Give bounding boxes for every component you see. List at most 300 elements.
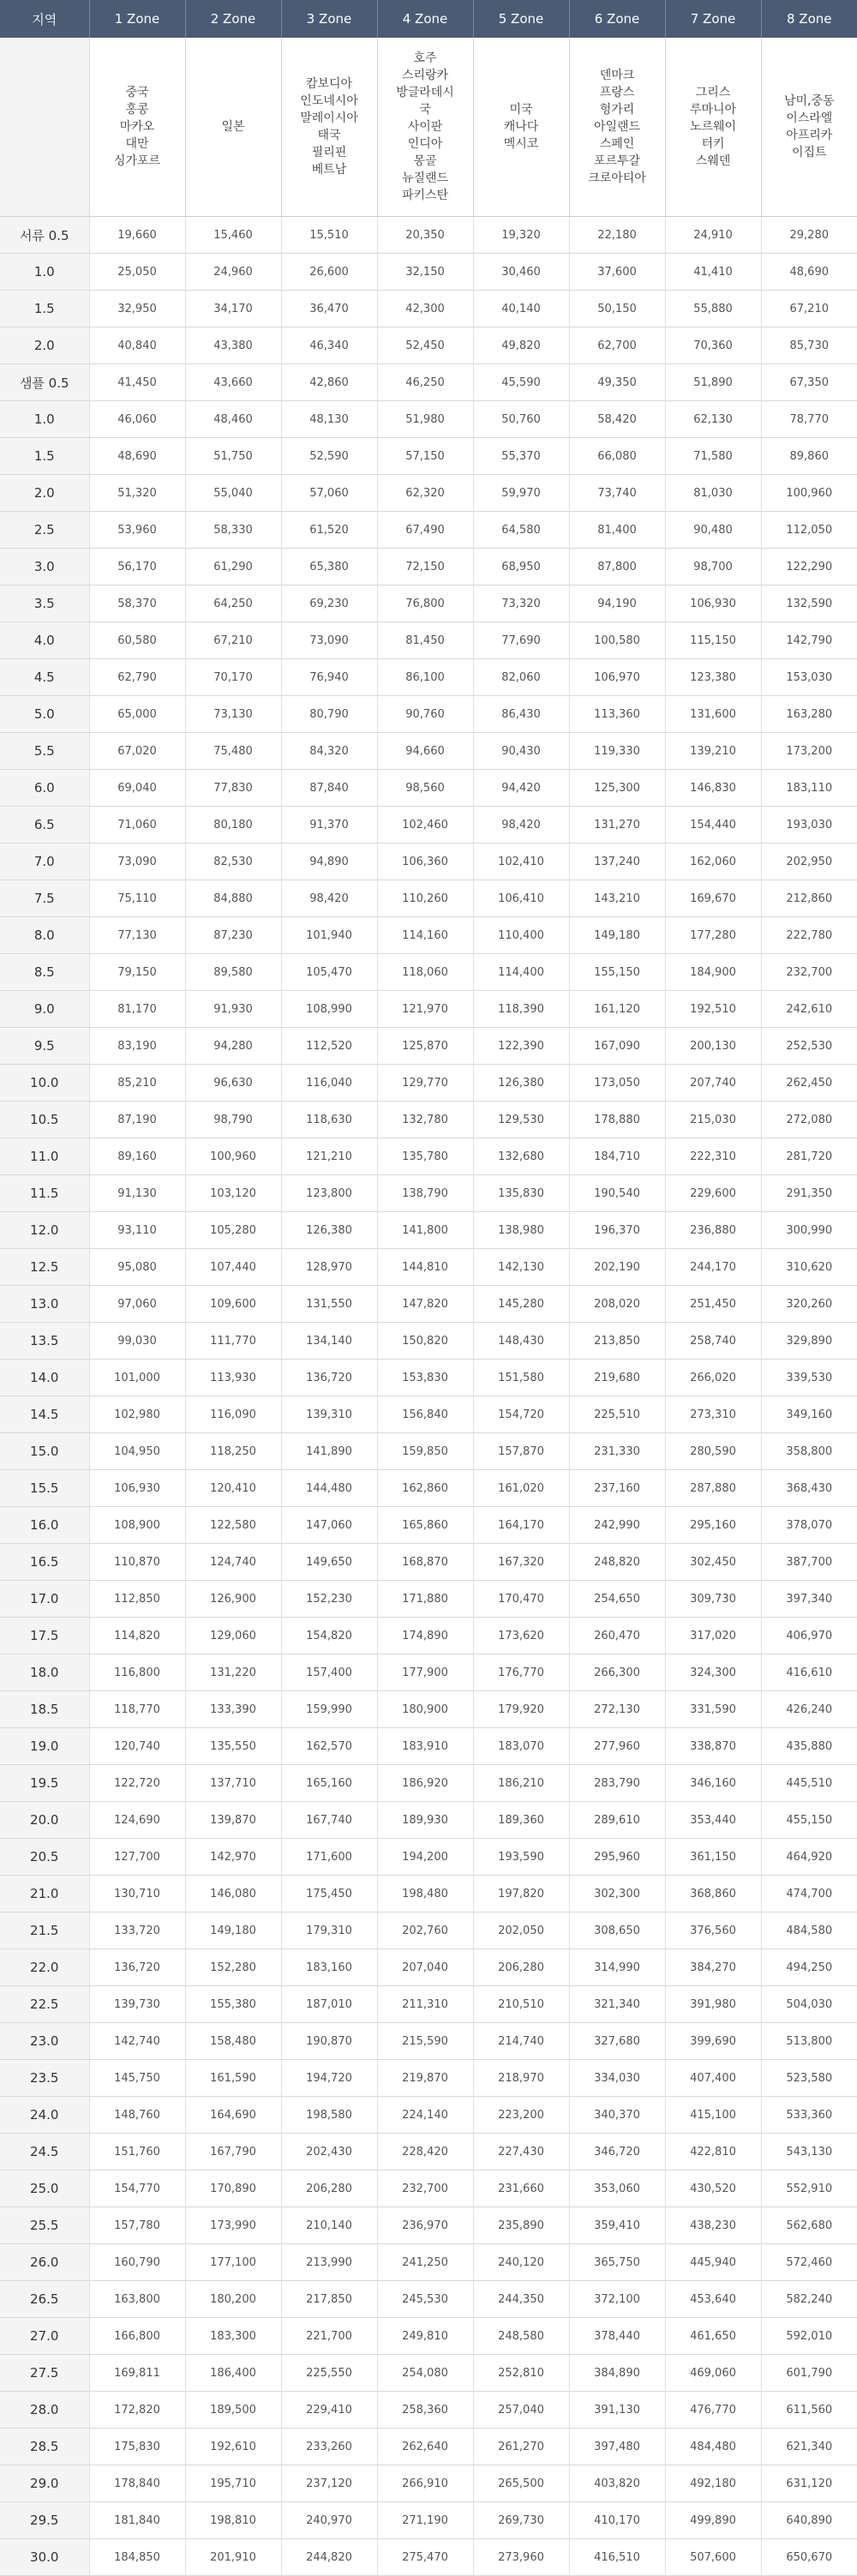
rate-cell: 64,250 bbox=[185, 585, 281, 622]
rate-cell: 146,830 bbox=[665, 770, 761, 807]
rate-cell: 309,730 bbox=[665, 1581, 761, 1618]
rate-cell: 126,380 bbox=[473, 1065, 569, 1102]
rate-cell: 113,930 bbox=[185, 1360, 281, 1396]
weight-cell: 1.5 bbox=[0, 438, 89, 475]
weight-cell: 1.5 bbox=[0, 291, 89, 327]
rate-cell: 173,620 bbox=[473, 1618, 569, 1654]
rate-cell: 114,400 bbox=[473, 954, 569, 991]
rate-cell: 146,080 bbox=[185, 1876, 281, 1912]
table-row bbox=[0, 1360, 857, 1396]
rate-cell: 124,740 bbox=[185, 1544, 281, 1581]
rate-cell: 32,150 bbox=[377, 254, 473, 291]
rate-cell: 455,150 bbox=[761, 1802, 857, 1839]
rate-cell: 300,990 bbox=[761, 1212, 857, 1249]
rate-cell: 193,030 bbox=[761, 807, 857, 844]
rate-cell: 273,310 bbox=[665, 1396, 761, 1433]
rate-cell: 349,160 bbox=[761, 1396, 857, 1433]
rate-cell: 116,800 bbox=[89, 1654, 185, 1691]
rate-cell: 135,550 bbox=[185, 1728, 281, 1765]
rate-cell: 249,810 bbox=[377, 2318, 473, 2355]
rate-cell: 183,110 bbox=[761, 770, 857, 807]
table-row bbox=[0, 475, 857, 512]
weight-cell: 11.0 bbox=[0, 1138, 89, 1175]
rate-cell: 51,890 bbox=[665, 364, 761, 401]
rate-cell: 295,960 bbox=[569, 1839, 665, 1876]
rate-cell: 289,610 bbox=[569, 1802, 665, 1839]
rate-cell: 102,980 bbox=[89, 1396, 185, 1433]
table-row bbox=[0, 1765, 857, 1802]
rate-cell: 266,910 bbox=[377, 2465, 473, 2502]
zone-countries-cell bbox=[761, 38, 857, 217]
rate-cell: 217,850 bbox=[281, 2281, 377, 2318]
rate-cell: 310,620 bbox=[761, 1249, 857, 1286]
weight-cell: 24.5 bbox=[0, 2134, 89, 2171]
rate-cell: 112,050 bbox=[761, 512, 857, 549]
rate-cell: 346,720 bbox=[569, 2134, 665, 2171]
table-row bbox=[0, 1618, 857, 1654]
rate-cell: 89,860 bbox=[761, 438, 857, 475]
rate-cell: 308,650 bbox=[569, 1912, 665, 1949]
rate-cell: 36,470 bbox=[281, 291, 377, 327]
rate-cell: 201,910 bbox=[185, 2539, 281, 2576]
rate-cell: 99,030 bbox=[89, 1323, 185, 1360]
rate-cell: 15,510 bbox=[281, 217, 377, 254]
rate-cell: 114,160 bbox=[377, 917, 473, 954]
table-row bbox=[0, 1138, 857, 1175]
table-row bbox=[0, 585, 857, 622]
zone-header: 4 Zone bbox=[377, 0, 473, 38]
rate-cell: 314,990 bbox=[569, 1949, 665, 1986]
rate-cell: 426,240 bbox=[761, 1691, 857, 1728]
rate-cell: 173,990 bbox=[185, 2207, 281, 2244]
rate-cell: 136,720 bbox=[89, 1949, 185, 1986]
rate-cell: 73,090 bbox=[89, 844, 185, 880]
rate-cell: 213,990 bbox=[281, 2244, 377, 2281]
rate-cell: 165,860 bbox=[377, 1507, 473, 1544]
rate-cell: 73,090 bbox=[281, 622, 377, 659]
rate-cell: 207,740 bbox=[665, 1065, 761, 1102]
rate-cell: 218,970 bbox=[473, 2060, 569, 2097]
rate-cell: 82,530 bbox=[185, 844, 281, 880]
rate-cell: 254,080 bbox=[377, 2355, 473, 2392]
rate-cell: 162,860 bbox=[377, 1470, 473, 1507]
rate-cell: 75,480 bbox=[185, 733, 281, 770]
table-row bbox=[0, 401, 857, 438]
rate-cell: 198,580 bbox=[281, 2097, 377, 2134]
rate-cell: 167,740 bbox=[281, 1802, 377, 1839]
rate-cell: 207,040 bbox=[377, 1949, 473, 1986]
rate-cell: 52,450 bbox=[377, 327, 473, 364]
rate-cell: 244,820 bbox=[281, 2539, 377, 2576]
table-row bbox=[0, 327, 857, 364]
rate-cell: 46,250 bbox=[377, 364, 473, 401]
rate-cell: 52,590 bbox=[281, 438, 377, 475]
rate-cell: 137,710 bbox=[185, 1765, 281, 1802]
rate-cell: 129,770 bbox=[377, 1065, 473, 1102]
table-row bbox=[0, 844, 857, 880]
rate-cell: 67,210 bbox=[761, 291, 857, 327]
rate-cell: 175,830 bbox=[89, 2429, 185, 2465]
rate-cell: 621,340 bbox=[761, 2429, 857, 2465]
rate-cell: 161,120 bbox=[569, 991, 665, 1028]
weight-cell: 20.5 bbox=[0, 1839, 89, 1876]
rate-cell: 153,830 bbox=[377, 1360, 473, 1396]
rate-cell: 67,020 bbox=[89, 733, 185, 770]
rate-cell: 167,320 bbox=[473, 1544, 569, 1581]
rate-cell: 149,650 bbox=[281, 1544, 377, 1581]
rate-cell: 384,890 bbox=[569, 2355, 665, 2392]
table-row bbox=[0, 2244, 857, 2281]
rate-cell: 225,510 bbox=[569, 1396, 665, 1433]
rate-cell: 416,510 bbox=[569, 2539, 665, 2576]
rate-cell: 422,810 bbox=[665, 2134, 761, 2171]
rate-cell: 222,780 bbox=[761, 917, 857, 954]
rate-cell: 445,510 bbox=[761, 1765, 857, 1802]
rate-cell: 202,430 bbox=[281, 2134, 377, 2171]
rate-cell: 202,190 bbox=[569, 1249, 665, 1286]
table-row bbox=[0, 1728, 857, 1765]
rate-cell: 340,370 bbox=[569, 2097, 665, 2134]
zone-header: 8 Zone bbox=[761, 0, 857, 38]
rate-cell: 46,060 bbox=[89, 401, 185, 438]
rate-cell: 552,910 bbox=[761, 2171, 857, 2207]
rate-cell: 153,030 bbox=[761, 659, 857, 696]
rate-cell: 48,690 bbox=[89, 438, 185, 475]
table-row bbox=[0, 2281, 857, 2318]
rate-cell: 158,480 bbox=[185, 2023, 281, 2060]
rate-cell: 50,150 bbox=[569, 291, 665, 327]
weight-cell: 6.0 bbox=[0, 770, 89, 807]
table-row bbox=[0, 2207, 857, 2244]
country-name: 프랑스 bbox=[599, 86, 635, 99]
rate-cell: 123,380 bbox=[665, 659, 761, 696]
weight-cell: 29.0 bbox=[0, 2465, 89, 2502]
rate-cell: 338,870 bbox=[665, 1728, 761, 1765]
rate-cell: 132,590 bbox=[761, 585, 857, 622]
rate-cell: 190,540 bbox=[569, 1175, 665, 1212]
weight-cell: 13.5 bbox=[0, 1323, 89, 1360]
rate-cell: 127,700 bbox=[89, 1839, 185, 1876]
rate-cell: 163,800 bbox=[89, 2281, 185, 2318]
table-row bbox=[0, 364, 857, 401]
rate-cell: 109,600 bbox=[185, 1286, 281, 1323]
rate-cell: 114,820 bbox=[89, 1618, 185, 1654]
rate-cell: 161,590 bbox=[185, 2060, 281, 2097]
rate-cell: 145,280 bbox=[473, 1286, 569, 1323]
weight-cell: 9.5 bbox=[0, 1028, 89, 1065]
country-name: 태국 bbox=[317, 129, 341, 142]
rate-cell: 387,700 bbox=[761, 1544, 857, 1581]
rate-cell: 172,820 bbox=[89, 2392, 185, 2429]
rate-cell: 75,110 bbox=[89, 880, 185, 917]
rate-cell: 94,190 bbox=[569, 585, 665, 622]
weight-cell: 1.0 bbox=[0, 254, 89, 291]
rate-cell: 225,550 bbox=[281, 2355, 377, 2392]
rate-cell: 192,610 bbox=[185, 2429, 281, 2465]
rate-cell: 149,180 bbox=[569, 917, 665, 954]
rate-cell: 359,410 bbox=[569, 2207, 665, 2244]
table-row bbox=[0, 2429, 857, 2465]
rate-cell: 115,150 bbox=[665, 622, 761, 659]
rate-cell: 67,490 bbox=[377, 512, 473, 549]
country-name: 이집트 bbox=[791, 146, 827, 159]
rate-cell: 162,570 bbox=[281, 1728, 377, 1765]
rate-cell: 533,360 bbox=[761, 2097, 857, 2134]
rate-cell: 324,300 bbox=[665, 1654, 761, 1691]
table-row bbox=[0, 2355, 857, 2392]
weight-cell: 28.5 bbox=[0, 2429, 89, 2465]
zone-countries-cell bbox=[377, 38, 473, 217]
table-row bbox=[0, 1175, 857, 1212]
country-name: 국 bbox=[419, 103, 431, 117]
rate-cell: 70,170 bbox=[185, 659, 281, 696]
rate-cell: 108,900 bbox=[89, 1507, 185, 1544]
rate-cell: 81,400 bbox=[569, 512, 665, 549]
rate-cell: 206,280 bbox=[281, 2171, 377, 2207]
country-name: 이스라엘 bbox=[786, 111, 833, 125]
table-row bbox=[0, 1507, 857, 1544]
weight-cell: 24.0 bbox=[0, 2097, 89, 2134]
rate-cell: 210,140 bbox=[281, 2207, 377, 2244]
weight-cell: 7.5 bbox=[0, 880, 89, 917]
rate-cell: 118,250 bbox=[185, 1433, 281, 1470]
rate-cell: 178,880 bbox=[569, 1102, 665, 1138]
rate-cell: 55,880 bbox=[665, 291, 761, 327]
zone-header: 2 Zone bbox=[185, 0, 281, 38]
rate-cell: 142,790 bbox=[761, 622, 857, 659]
rate-cell: 229,600 bbox=[665, 1175, 761, 1212]
country-name: 홍콩 bbox=[125, 103, 149, 117]
country-name: 노르웨이 bbox=[689, 120, 737, 134]
rate-cell: 110,400 bbox=[473, 917, 569, 954]
rate-cell: 112,520 bbox=[281, 1028, 377, 1065]
table-row bbox=[0, 770, 857, 807]
rate-cell: 118,630 bbox=[281, 1102, 377, 1138]
weight-cell: 18.5 bbox=[0, 1691, 89, 1728]
table-row bbox=[0, 733, 857, 770]
table-body bbox=[0, 38, 857, 2576]
rate-cell: 273,960 bbox=[473, 2539, 569, 2576]
rate-cell: 137,240 bbox=[569, 844, 665, 880]
rate-cell: 174,890 bbox=[377, 1618, 473, 1654]
rate-cell: 334,030 bbox=[569, 2060, 665, 2097]
rate-cell: 176,770 bbox=[473, 1654, 569, 1691]
rate-cell: 78,770 bbox=[761, 401, 857, 438]
rate-cell: 118,060 bbox=[377, 954, 473, 991]
rate-cell: 155,150 bbox=[569, 954, 665, 991]
rate-cell: 49,820 bbox=[473, 327, 569, 364]
rate-cell: 194,200 bbox=[377, 1839, 473, 1876]
rate-cell: 70,360 bbox=[665, 327, 761, 364]
rate-cell: 86,430 bbox=[473, 696, 569, 733]
weight-cell: 11.5 bbox=[0, 1175, 89, 1212]
rate-cell: 43,380 bbox=[185, 327, 281, 364]
country-name: 크로아티아 bbox=[588, 171, 646, 185]
rate-cell: 187,010 bbox=[281, 1986, 377, 2023]
rate-cell: 244,350 bbox=[473, 2281, 569, 2318]
rate-cell: 179,920 bbox=[473, 1691, 569, 1728]
rate-cell: 295,160 bbox=[665, 1507, 761, 1544]
table-row bbox=[0, 1433, 857, 1470]
rate-cell: 611,560 bbox=[761, 2392, 857, 2429]
rate-cell: 177,280 bbox=[665, 917, 761, 954]
country-name: 파키스탄 bbox=[401, 189, 449, 202]
rate-cell: 76,800 bbox=[377, 585, 473, 622]
rate-cell: 173,050 bbox=[569, 1065, 665, 1102]
rate-cell: 327,680 bbox=[569, 2023, 665, 2060]
rate-cell: 461,650 bbox=[665, 2318, 761, 2355]
rate-cell: 194,720 bbox=[281, 2060, 377, 2097]
table-row bbox=[0, 1249, 857, 1286]
rate-cell: 43,660 bbox=[185, 364, 281, 401]
rate-cell: 154,820 bbox=[281, 1618, 377, 1654]
rate-cell: 40,840 bbox=[89, 327, 185, 364]
rate-cell: 41,410 bbox=[665, 254, 761, 291]
rate-cell: 180,200 bbox=[185, 2281, 281, 2318]
rate-cell: 169,670 bbox=[665, 880, 761, 917]
weight-cell: 19.0 bbox=[0, 1728, 89, 1765]
rate-cell: 106,410 bbox=[473, 880, 569, 917]
rate-cell: 198,810 bbox=[185, 2502, 281, 2539]
rate-cell: 144,810 bbox=[377, 1249, 473, 1286]
rate-cell: 133,390 bbox=[185, 1691, 281, 1728]
rate-cell: 248,580 bbox=[473, 2318, 569, 2355]
rate-cell: 124,690 bbox=[89, 1802, 185, 1839]
rate-cell: 291,350 bbox=[761, 1175, 857, 1212]
weight-cell: 14.0 bbox=[0, 1360, 89, 1396]
rate-cell: 245,530 bbox=[377, 2281, 473, 2318]
table-row bbox=[0, 659, 857, 696]
country-name: 싱가포르 bbox=[113, 154, 161, 168]
rate-cell: 159,850 bbox=[377, 1433, 473, 1470]
country-name: 몽골 bbox=[413, 154, 437, 168]
rate-cell: 183,160 bbox=[281, 1949, 377, 1986]
rate-cell: 177,900 bbox=[377, 1654, 473, 1691]
rate-cell: 135,830 bbox=[473, 1175, 569, 1212]
rate-cell: 125,870 bbox=[377, 1028, 473, 1065]
country-name: 방글라데시 bbox=[396, 86, 454, 99]
country-name: 필리핀 bbox=[311, 146, 347, 159]
rate-cell: 469,060 bbox=[665, 2355, 761, 2392]
rate-cell: 378,440 bbox=[569, 2318, 665, 2355]
weight-cell: 샘플 0.5 bbox=[0, 364, 89, 401]
weight-cell: 5.5 bbox=[0, 733, 89, 770]
weight-cell: 16.5 bbox=[0, 1544, 89, 1581]
rate-cell: 365,750 bbox=[569, 2244, 665, 2281]
rate-cell: 90,430 bbox=[473, 733, 569, 770]
rate-cell: 162,060 bbox=[665, 844, 761, 880]
rate-cell: 271,190 bbox=[377, 2502, 473, 2539]
rate-cell: 302,300 bbox=[569, 1876, 665, 1912]
rate-cell: 112,850 bbox=[89, 1581, 185, 1618]
rate-cell: 236,970 bbox=[377, 2207, 473, 2244]
weight-cell: 12.0 bbox=[0, 1212, 89, 1249]
weight-cell: 6.5 bbox=[0, 807, 89, 844]
rate-cell: 215,030 bbox=[665, 1102, 761, 1138]
rate-cell: 90,760 bbox=[377, 696, 473, 733]
rate-cell: 24,910 bbox=[665, 217, 761, 254]
rate-cell: 151,760 bbox=[89, 2134, 185, 2171]
rate-cell: 96,630 bbox=[185, 1065, 281, 1102]
rate-cell: 62,130 bbox=[665, 401, 761, 438]
rate-cell: 73,320 bbox=[473, 585, 569, 622]
rate-cell: 86,100 bbox=[377, 659, 473, 696]
rate-cell: 397,340 bbox=[761, 1581, 857, 1618]
zone-header: 7 Zone bbox=[665, 0, 761, 38]
rate-cell: 438,230 bbox=[665, 2207, 761, 2244]
rate-cell: 107,440 bbox=[185, 1249, 281, 1286]
rate-cell: 98,420 bbox=[281, 880, 377, 917]
rate-cell: 397,480 bbox=[569, 2429, 665, 2465]
rate-cell: 474,700 bbox=[761, 1876, 857, 1912]
rate-cell: 183,070 bbox=[473, 1728, 569, 1765]
rate-cell: 499,890 bbox=[665, 2502, 761, 2539]
rate-cell: 195,710 bbox=[185, 2465, 281, 2502]
rate-cell: 89,160 bbox=[89, 1138, 185, 1175]
rate-cell: 151,580 bbox=[473, 1360, 569, 1396]
table-row bbox=[0, 1544, 857, 1581]
rate-cell: 224,140 bbox=[377, 2097, 473, 2134]
country-name: 인도네시아 bbox=[300, 94, 358, 108]
table-row bbox=[0, 1986, 857, 2023]
country-name: 아프리카 bbox=[786, 129, 833, 142]
table-row bbox=[0, 2318, 857, 2355]
rate-cell: 77,690 bbox=[473, 622, 569, 659]
rate-cell: 139,210 bbox=[665, 733, 761, 770]
rate-cell: 262,640 bbox=[377, 2429, 473, 2465]
rate-cell: 231,330 bbox=[569, 1433, 665, 1470]
rate-cell: 130,710 bbox=[89, 1876, 185, 1912]
table-row bbox=[0, 1470, 857, 1507]
weight-cell: 2.5 bbox=[0, 512, 89, 549]
rate-cell: 260,470 bbox=[569, 1618, 665, 1654]
rate-cell: 154,770 bbox=[89, 2171, 185, 2207]
rate-cell: 131,600 bbox=[665, 696, 761, 733]
table-row bbox=[0, 1949, 857, 1986]
rate-cell: 122,290 bbox=[761, 549, 857, 585]
rate-cell: 219,680 bbox=[569, 1360, 665, 1396]
table-row bbox=[0, 954, 857, 991]
country-name: 대만 bbox=[125, 137, 149, 151]
rate-cell: 26,600 bbox=[281, 254, 377, 291]
rate-cell: 93,110 bbox=[89, 1212, 185, 1249]
weight-cell: 10.0 bbox=[0, 1065, 89, 1102]
rate-cell: 121,210 bbox=[281, 1138, 377, 1175]
rate-cell: 240,120 bbox=[473, 2244, 569, 2281]
table-row bbox=[0, 1691, 857, 1728]
weight-cell: 21.0 bbox=[0, 1876, 89, 1912]
rate-cell: 196,370 bbox=[569, 1212, 665, 1249]
weight-cell: 9.0 bbox=[0, 991, 89, 1028]
weight-cell: 21.5 bbox=[0, 1912, 89, 1949]
weight-cell: 27.5 bbox=[0, 2355, 89, 2392]
rate-cell: 165,160 bbox=[281, 1765, 377, 1802]
rate-cell: 116,040 bbox=[281, 1065, 377, 1102]
rate-cell: 62,320 bbox=[377, 475, 473, 512]
table-header bbox=[0, 0, 857, 38]
country-name: 멕시코 bbox=[503, 137, 539, 151]
rate-cell: 132,680 bbox=[473, 1138, 569, 1175]
weight-cell: 10.5 bbox=[0, 1102, 89, 1138]
rate-cell: 206,280 bbox=[473, 1949, 569, 1986]
rate-cell: 42,860 bbox=[281, 364, 377, 401]
rate-cell: 122,720 bbox=[89, 1765, 185, 1802]
rate-cell: 126,380 bbox=[281, 1212, 377, 1249]
rate-cell: 391,980 bbox=[665, 1986, 761, 2023]
weight-cell: 서류 0.5 bbox=[0, 217, 89, 254]
weight-cell: 4.0 bbox=[0, 622, 89, 659]
rate-cell: 142,130 bbox=[473, 1249, 569, 1286]
